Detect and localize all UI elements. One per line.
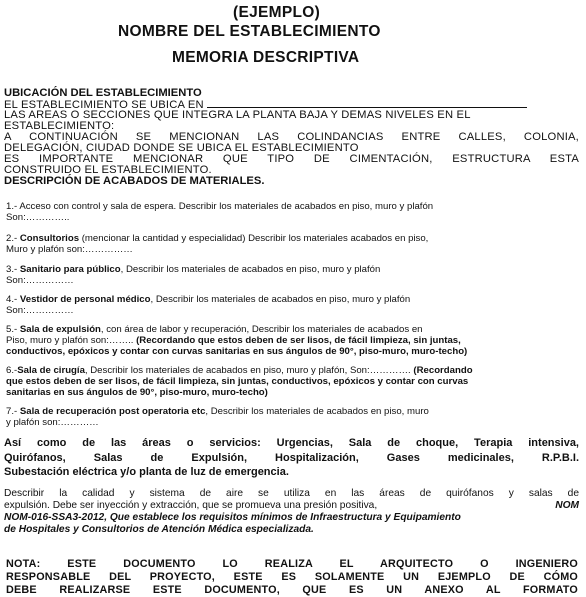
location-heading: UBICACIÓN DEL ESTABLECIMIENTO [4,87,202,99]
memoria-title: MEMORIA DESCRIPTIVA [172,49,360,66]
item-3-number: 3.- [6,264,20,275]
areas-line-1: Así como de las áreas o servicios: Urgencias, Sala de choque, Terapia intensiva, [4,437,579,449]
item-5-number: 5.- [6,324,20,335]
item-5-note-b: (Recordando que estos deben de ser lisos, de fácil limpieza, sin juntas, [133,335,461,346]
item-3-line-a [6,264,380,275]
item-6-note-a: (Recordando [410,365,473,376]
item-3-text: , Describir los materiales de acabados en piso, muro y plafón [120,264,381,275]
item-5-title: Sala de expulsión [19,324,101,335]
note-line-1: NOTA: ESTE DOCUMENTO LO REALIZA EL ARQUITECTO O INGENIERO [6,558,578,570]
item-4-title: Vestidor de personal médico [19,294,151,305]
item-7-number: 7.- [6,406,20,417]
finishes-heading: DESCRIPCIÓN DE ACABADOS DE MATERIALES. [4,175,265,187]
location-line-3: ESTABLECIMIENTO: [4,120,115,132]
item-6-number: 6.- [6,365,18,376]
item-2-line-b: Muro y plafón son:…………… [6,244,133,255]
item-1-line-b: Son:………….. [6,212,70,223]
item-6-title: Sala de cirugía [17,365,85,376]
item-2-number: 2.- [6,233,20,244]
air-line-2-nom: NOM [555,500,579,511]
item-5-line-b [6,335,461,346]
item-2-text: (mencionar la cantidad y especialidad) Describir los materiales acabados en piso, [79,233,429,244]
item-7-text: , Describir los materiales de acabados en piso, muro [205,406,429,417]
item-7-title: Sala de recuperación post operatoria etc [19,406,206,417]
item-4-number: 4.- [6,294,20,305]
item-6-text: , Describir los materiales de acabados en piso, muro y plafón, Son:…………. [84,365,411,376]
item-6-line-c: sanitarias en sus ángulos de 90°, piso-muro, muro-techo) [6,387,268,398]
item-4-line-a [6,294,410,305]
location-line-2: LAS AREAS O SECCIONES QUE INTEGRA LA PLANTA BAJA Y DEMAS NIVELES EN EL [4,109,471,121]
item-2-line-a [6,233,428,244]
air-line-2 [4,500,579,511]
item-2-title: Consultorios [19,233,80,244]
item-3-line-b: Son:…………… [6,275,74,286]
location-line-5: DELEGACIÓN, CIUDAD DONDE SE UBICA EL ESTABLECIMIENTO [4,142,359,154]
location-line-6: ES IMPORTANTE MENCIONAR QUE TIPO DE CIMENTACIÓN, ESTRUCTURA ESTA [4,153,579,165]
establishment-title: NOMBRE DEL ESTABLECIMIENTO [118,23,381,40]
item-4-line-b: Son:…………… [6,305,74,316]
item-3-title: Sanitario para público [19,264,121,275]
item-7-line-b: y plafón son:………… [6,417,99,428]
item-5-line-a [6,324,423,335]
location-line-7: CONSTRUIDO EL ESTABLECIMIENTO. [4,164,212,176]
location-blank-line [207,98,527,108]
example-title: (EJEMPLO) [233,4,321,21]
air-line-4: de Hospitales y Consultorios de Atención Médica especializada. [4,524,314,535]
item-6-line-a [6,365,473,376]
air-line-1: Describir la calidad y sistema de aire se utiliza en las áreas de quirófanos y salas de [4,488,579,499]
item-6-line-b: que estos deben de ser lisos, de fácil limpieza, sin juntas, conductivos, epóxicos y contar con curvas [6,376,469,387]
note-line-2: RESPONSABLE DEL PROYECTO, ESTE ES SOLAMENTE UN EJEMPLO DE CÓMO [6,571,578,583]
location-line-4: A CONTINUACIÓN SE MENCIONAN LAS COLINDANCIAS ENTRE CALLES, COLONIA, [4,131,579,143]
location-line-1-text: EL ESTABLECIMIENTO SE UBICA EN [4,99,204,111]
note-line-3: DEBE REALIZARSE ESTE DOCUMENTO, QUE ES UN ANEXO AL FORMATO [6,584,578,596]
areas-line-3: Subestación eléctrica y/o planta de luz de emergencia. [4,466,289,478]
item-5-text: , con área de labor y recuperación, Describir los materiales de acabados en [100,324,423,335]
item-7-line-a [6,406,429,417]
areas-line-2: Quirófanos, Salas de Expulsión, Hospitalización, Gases medicinales, R.P.B.I. [4,452,579,464]
item-5-text-b: Piso, muro y plafón son:…….. [6,335,134,346]
item-4-text: , Describir los materiales de acabados en piso, muro y plafón [150,294,411,305]
item-1-line-a: 1.- Acceso con control y sala de espera. Describir los materiales de acabados en piso, muro y plafón [6,201,434,212]
air-line-3: NOM-016-SSA3-2012, Que establece los requisitos mínimos de Infraestructura y Equipamiento [4,512,461,523]
air-line-2-text: expulsión. Debe ser inyección y extracción, que se promueva una presión positiva, [4,500,378,511]
item-5-line-c: conductivos, epóxicos y contar con curvas sanitarias en sus ángulos de 90°, piso-muro, muro-techo) [6,346,468,357]
